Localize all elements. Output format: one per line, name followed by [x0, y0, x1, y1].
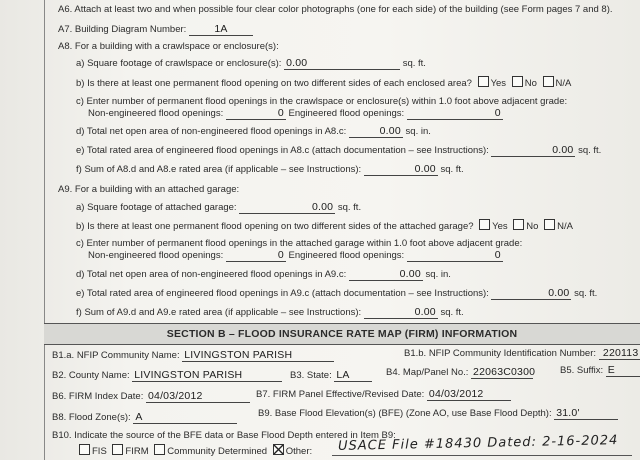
a9b-row	[76, 219, 573, 233]
a8b-no-label: No	[524, 78, 537, 89]
a9f-unit: sq. ft.	[440, 307, 464, 318]
a8b-yes-label: Yes	[490, 78, 507, 89]
a9a-unit: sq. ft.	[337, 202, 362, 213]
b10-fis-label: FIS	[92, 446, 107, 457]
a8a-label: a) Square footage of crawlspace or enclosure(s):	[76, 58, 282, 69]
a9d-unit: sq. in.	[425, 269, 451, 280]
a9e-unit: sq. ft.	[574, 288, 598, 299]
b3-label: B3. State:	[290, 370, 332, 381]
b1b-field[interactable]: 220113	[599, 348, 640, 360]
a9f-field[interactable]: 0.00	[364, 307, 438, 319]
b10-firm-label: FIRM	[125, 446, 149, 457]
b1a-label: B1.a. NFIP Community Name:	[52, 350, 180, 361]
b1b-row	[404, 348, 640, 360]
a8e-field[interactable]: 0.00	[491, 145, 575, 157]
a9b-no-label: No	[526, 221, 539, 232]
b9-row	[258, 408, 618, 420]
a8b-yes-checkbox[interactable]	[478, 76, 489, 87]
a8b-label: b) Is there at least one permanent flood opening on two different sides of each enclosed area?	[76, 78, 472, 89]
a8d-row	[76, 126, 431, 138]
b10-community-checkbox[interactable]	[154, 444, 165, 455]
a8c-nonengineered-label: Non-engineered flood openings:	[88, 108, 224, 119]
a8d-field[interactable]: 0.00	[349, 126, 403, 138]
b10-community-label: Community Determined	[167, 446, 268, 457]
a9a-field[interactable]: 0.00	[239, 202, 335, 214]
a8d-label: d) Total net open area of non-engineered flood openings in A8.c:	[76, 126, 347, 137]
b5-row	[560, 365, 640, 377]
a8a-unit: sq. ft.	[402, 58, 426, 69]
a8c-nonengineered-field[interactable]: 0	[226, 108, 286, 120]
b3-row	[290, 370, 372, 382]
a8f-field[interactable]: 0.00	[364, 164, 438, 176]
b1a-field[interactable]: LIVINGSTON PARISH	[182, 350, 334, 362]
a9c-nonengineered-label: Non-engineered flood openings:	[88, 250, 224, 261]
b8-row	[52, 412, 237, 424]
a9c-engineered-label: Engineered flood openings:	[288, 250, 405, 261]
a8d-unit: sq. in.	[405, 126, 431, 137]
b10-fis-checkbox[interactable]	[79, 444, 90, 455]
b8-label: B8. Flood Zone(s):	[52, 412, 131, 423]
a8e-unit: sq. ft.	[578, 145, 602, 156]
b3-field[interactable]: LA	[334, 370, 372, 382]
a9c-nonengineered-field[interactable]: 0	[226, 250, 286, 262]
a9b-label: b) Is there at least one permanent flood opening on two different sides of the attached garage?	[76, 221, 474, 232]
a6-text: A6. Attach at least two and when possible four clear color photographs (one for each side) of the building (see Form pages 7 and 8).	[58, 4, 613, 15]
b10-firm-checkbox[interactable]	[112, 444, 123, 455]
b9-field[interactable]: 31.0'	[554, 408, 618, 420]
b2-field[interactable]: LIVINGSTON PARISH	[132, 370, 282, 382]
b10-other-underline	[332, 455, 632, 456]
a8c-engineered-field[interactable]: 0	[407, 108, 503, 120]
b9-label: B9. Base Flood Elevation(s) (BFE) (Zone AO, use Base Flood Depth):	[258, 408, 552, 419]
b10-other-handwritten-field[interactable]: USACE File #18430 Dated: 2-16-2024	[337, 433, 619, 454]
a9b-yes-label: Yes	[492, 221, 508, 232]
a7-label: A7. Building Diagram Number:	[58, 24, 187, 35]
a9-title: A9. For a building with an attached garage:	[58, 184, 240, 195]
b10-other-checkbox[interactable]	[273, 444, 284, 455]
a9b-yes-checkbox[interactable]	[479, 219, 490, 230]
b10-other-label: Other:	[285, 446, 313, 457]
b4-label: B4. Map/Panel No.:	[386, 367, 469, 378]
b4-field[interactable]: 22063C0300	[473, 366, 536, 378]
a8f-unit: sq. ft.	[440, 164, 464, 175]
a8b-na-checkbox[interactable]	[543, 76, 554, 87]
a7-field[interactable]: 1A	[189, 24, 253, 36]
a8e-row	[76, 145, 601, 157]
a9d-label: d) Total net open area of non-engineered flood openings in A9.c:	[76, 269, 347, 280]
a7-row	[58, 24, 253, 36]
a9c-label: c) Enter number of permanent flood openings in the attached garage within 1.0 foot above adjacent grade:	[76, 238, 523, 249]
a9a-label: a) Square footage of attached garage:	[76, 202, 237, 213]
a8b-row	[76, 76, 571, 90]
b7-field[interactable]: 04/03/2012	[427, 389, 511, 401]
a9e-label: e) Total rated area of engineered flood openings in A9.c (attach documentation – see Instructions):	[76, 288, 489, 299]
left-margin-line	[44, 0, 45, 460]
b5-label: B5. Suffix:	[560, 365, 604, 376]
a9b-na-label: N/A	[557, 221, 573, 232]
a9e-field[interactable]: 0.00	[491, 288, 571, 300]
a9d-row	[76, 269, 451, 281]
a9c-row	[88, 250, 503, 262]
b10-label: B10. Indicate the source of the BFE data or Base Flood Depth entered in Item B9:	[52, 430, 396, 441]
a8b-no-checkbox[interactable]	[512, 76, 523, 87]
a9f-row	[76, 307, 464, 319]
b1b-label: B1.b. NFIP Community Identification Number:	[404, 348, 597, 359]
b1a-row	[52, 350, 334, 362]
a8f-label: f) Sum of A8.d and A8.e rated area (if applicable – see Instructions):	[76, 164, 362, 175]
a8a-field[interactable]: 0.00	[284, 58, 400, 70]
a9b-na-checkbox[interactable]	[544, 219, 555, 230]
a9e-row	[76, 288, 597, 300]
b7-row	[256, 389, 511, 401]
a9b-no-checkbox[interactable]	[513, 219, 524, 230]
a9a-row	[76, 202, 361, 214]
a9c-engineered-field[interactable]: 0	[407, 250, 503, 262]
a8f-row	[76, 164, 464, 176]
a8-title: A8. For a building with a crawlspace or enclosure(s):	[58, 41, 279, 52]
b5-field[interactable]: E	[606, 365, 640, 377]
a9f-label: f) Sum of A9.d and A9.e rated area (if applicable – see Instructions):	[76, 307, 362, 318]
b10-options-row	[76, 444, 312, 458]
b7-label: B7. FIRM Panel Effective/Revised Date:	[256, 389, 425, 400]
b6-row	[52, 391, 250, 403]
b2-row	[52, 370, 282, 382]
b6-label: B6. FIRM Index Date:	[52, 391, 144, 402]
a8c-row	[88, 108, 503, 120]
a8c-label: c) Enter number of permanent flood openings in the crawlspace or enclosure(s) within 1.0 foot above adjacent grade:	[76, 96, 568, 107]
a8e-label: e) Total rated area of engineered flood openings in A8.c (attach documentation – see Instructions):	[76, 145, 489, 156]
a8a-row	[76, 58, 426, 70]
b8-field[interactable]: A	[133, 412, 237, 424]
b2-label: B2. County Name:	[52, 370, 130, 381]
a9d-field[interactable]: 0.00	[349, 269, 423, 281]
a8b-na-label: N/A	[555, 78, 572, 89]
section-b-header: SECTION B – FLOOD INSURANCE RATE MAP (FIRM) INFORMATION	[44, 323, 640, 345]
b6-field[interactable]: 04/03/2012	[146, 391, 250, 403]
b4-row	[386, 366, 536, 379]
a8c-engineered-label: Engineered flood openings:	[288, 108, 405, 119]
